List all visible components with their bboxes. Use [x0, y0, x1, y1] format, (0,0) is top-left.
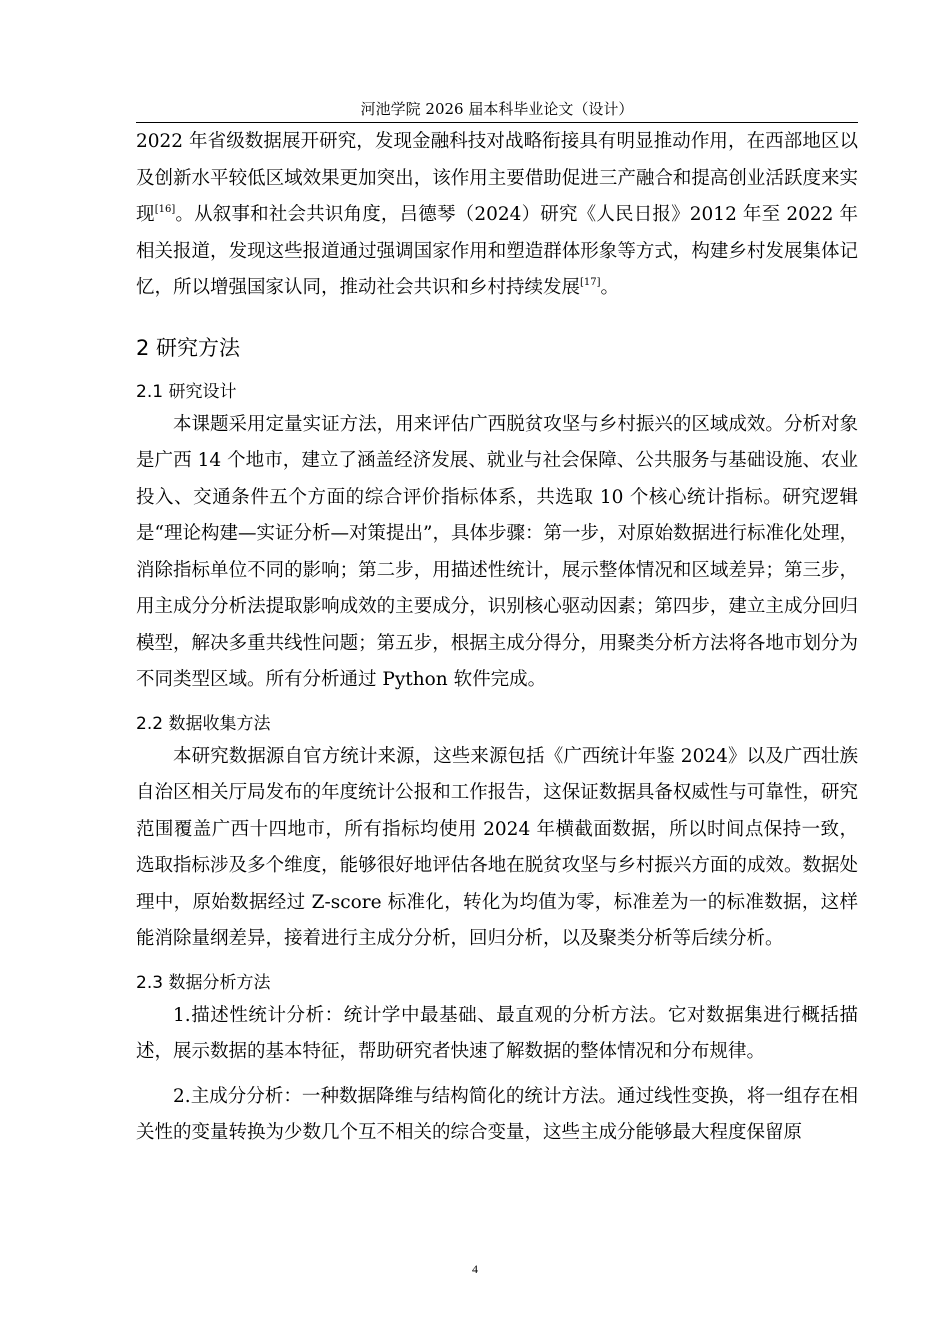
header-divider	[136, 122, 858, 123]
intro-paragraph	[136, 124, 858, 307]
data-collection-paragraph: 本研究数据源自官方统计来源，这些来源包括《广西统计年鉴 2024》以及广西壮族自治区相关厅局发布的年度统计公报和工作报告，这保证数据具备权威性与可靠性，研究范围覆盖广西十四地市，所有指标均使用 2024 年横截面数据，所以时间点保持一致，选取指标涉及多个维度，能够很好地评估各地在脱贫攻坚与乡村振兴方面的成效。数据处理中，原始数据经过 Z-score 标准化，转化为均值为零，标准差为一的标准数据，这样能消除量纲差异，接着进行主成分分析，回归分析，以及聚类分析等后续分析。	[136, 745, 858, 949]
research-design-paragraph: 本课题采用定量实证方法，用来评估广西脱贫攻坚与乡村振兴的区域成效。分析对象是广西 14 个地市，建立了涵盖经济发展、就业与社会保障、公共服务与基础设施、农业投入、交通条件五个方面的综合评价指标体系，共选取 10 个核心统计指标。研究逻辑是“理论构建—实证分析—对策提出”，具体步骤：第一步，对原始数据进行标准化处理，消除指标单位不同的影响；第二步，用描述性统计，展示整体情况和区域差异；第三步，用主成分分析法提取影响成效的主要成分，识别核心驱动因素；第四步，建立主成分回归模型，解决多重共线性问题；第五步，根据主成分得分，用聚类分析方法将各地市划分为不同类型区域。所有分析通过 Python 软件完成。	[136, 413, 858, 690]
section-heading-2-1: 2.1 研究设计	[136, 381, 237, 402]
section-heading-2-2: 2.2 数据收集方法	[136, 713, 271, 734]
page-body	[136, 124, 858, 1152]
citation-16: [16]	[154, 204, 176, 215]
section-heading-2-3: 2.3 数据分析方法	[136, 972, 271, 993]
intro-text-part3: 。	[600, 277, 620, 298]
analysis-method-item-1: 1.描述性统计分析：统计学中最基础、最直观的分析方法。它对数据集进行概括描述，展示数据的基本特征，帮助研究者快速了解数据的整体情况和分布规律。	[136, 1004, 858, 1062]
analysis-method-item-2: 2.主成分分析：一种数据降维与结构简化的统计方法。通过线性变换，将一组存在相关性的变量转换为少数几个互不相关的综合变量，这些主成分能够最大程度保留原	[136, 1085, 858, 1143]
chapter-heading: 2 研究方法	[136, 335, 241, 360]
running-header: 河池学院 2026 届本科毕业论文（设计）	[360, 100, 634, 118]
citation-17: [17]	[580, 277, 601, 288]
intro-text-part2: 。从叙事和社会共识角度，吕德琴（2024）研究《人民日报》2012 年至 2022 年相关报道，发现这些报道通过强调国家作用和塑造群体形象等方式，构建乡村发展集体记忆，所以增强国家认同，推动社会共识和乡村持续发展	[136, 204, 858, 298]
intro-text-part1: 2022 年省级数据展开研究，发现金融科技对战略衔接具有明显推动作用，在西部地区以及创新水平较低区域效果更加突出，该作用主要借助促进三产融合和提高创业活跃度来实现	[136, 131, 858, 225]
page-number: 4	[472, 1262, 478, 1276]
